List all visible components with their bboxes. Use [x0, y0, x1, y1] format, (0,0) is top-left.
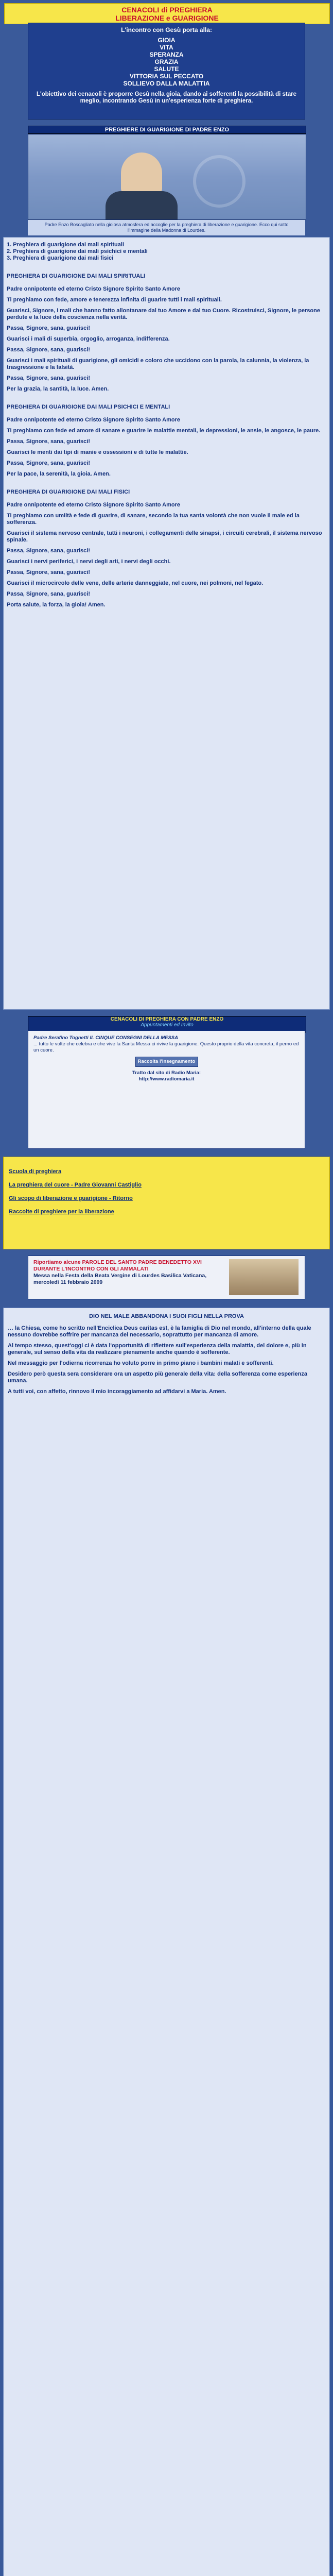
- intro-lead: L'incontro con Gesù porta alla:: [121, 26, 212, 33]
- prayer-paragraph: Padre onnipotente ed eterno Cristo Signore Spirito Santo Amore: [7, 286, 180, 292]
- prayer-paragraph: Ti preghiamo con fede ed amore di sanare e guarire le malattie mentali, le depressioni, le ansie, le angosce, le paure.: [7, 428, 321, 434]
- prayer-paragraph: Guarisci i mali spirituali di guarigione, gli omicidi e coloro che uccidono con la parola, la calunnia, la violenza, la trasgressione e la falsità.: [7, 358, 309, 370]
- prayer-paragraph: Per la grazia, la santità, la luce. Amen.: [7, 386, 109, 392]
- header-line2: LIBERAZIONE e GUARIGIONE: [115, 14, 219, 22]
- intro-word: GRAZIA: [154, 58, 179, 65]
- prayer-paragraph: Passa, Signore, sana, guarisci!: [7, 325, 91, 331]
- source-link[interactable]: http://www.radiomaria.it: [138, 1076, 195, 1082]
- intro-box: [28, 23, 305, 120]
- essay-paragraph: … la Chiesa, come ho scritto nell'Enciclica Deus caritas est, è la famiglia di Dio nel mondo, all'interno della quale nessuno dovrebbe soffrire per mancanza del necessario, soprattutto per mancanza di amore.: [8, 1325, 311, 1338]
- pope-message-subtitle: Messa nella Festa della Beata Vergine di Lourdes Basilica Vaticana, mercoledì 11 febbraio 2009: [33, 1273, 207, 1285]
- prayer-paragraph: Padre onnipotente ed eterno Cristo Signore Spirito Santo Amore: [7, 417, 180, 423]
- prayer-paragraph: Per la pace, la serenità, la gioia. Amen.: [7, 471, 111, 477]
- prayer-paragraph: Guarisci le menti dai tipi di manie e ossessioni e di tutte le malattie.: [7, 449, 188, 455]
- related-link[interactable]: Raccolte di preghiere per la liberazione: [9, 1209, 114, 1215]
- essay-section: [3, 1308, 330, 2576]
- prayer-paragraph: Passa, Signore, sana, guarisci!: [7, 438, 91, 445]
- intro-words: [33, 37, 300, 87]
- photo-caption: Padre Enzo Boscagliato nella gioiosa atmosfera ed accoglie per la preghiera di liberazione e guarigione. Ecco qui sotto l'immagine della Madonna di Lourdes.: [28, 220, 305, 235]
- prayer-paragraph: Passa, Signore, sana, guarisci!: [7, 347, 91, 353]
- prayer-paragraph: Passa, Signore, sana, guarisci!: [7, 548, 91, 554]
- pope-photo: [229, 1259, 299, 1295]
- essay-paragraph: Desidero però questa sera considerare ora un aspetto più generale della vita: della sofferenza come esperienza umana.: [8, 1371, 307, 1384]
- prayer-index-item[interactable]: 2. Preghiera di guarigione dai mali psichici e mentali: [7, 248, 148, 255]
- prayer-paragraph: Guarisci i nervi periferici, i nervi degli arti, i nervi degli occhi.: [7, 558, 171, 565]
- related-link[interactable]: Scuola di preghiera: [9, 1168, 62, 1175]
- prayer-paragraph: Passa, Signore, sana, guarisci!: [7, 591, 91, 597]
- source-label: Tratto dal sito di Radio Maria:: [132, 1070, 201, 1076]
- intro-word: VITA: [160, 44, 173, 51]
- site-header: [4, 3, 330, 24]
- intro-word: GIOIA: [157, 37, 176, 44]
- prayer-paragraph: Ti preghiamo con umiltà e fede di guarire, di sanare, secondo la tua santa volontà che non vuole il male ed la sofferenza.: [7, 513, 300, 526]
- prayer-index: [7, 242, 326, 262]
- mass-teaching-box: [28, 1030, 305, 1149]
- prayer-paragraph: Ti preghiamo con fede, amore e tenerezza infinita di guarire tutti i mali spirituali.: [7, 297, 222, 303]
- note-title: CENACOLI DI PREGHIERA CON PADRE ENZO: [110, 1016, 224, 1022]
- section3-title: PREGHIERA DI GUARIGIONE DAI MALI FISICI: [7, 489, 130, 495]
- section1-title: PREGHIERA DI GUARIGIONE DAI MALI SPIRITUALI: [7, 273, 146, 279]
- header-line1: CENACOLI di PREGHIERA: [121, 6, 213, 14]
- prayer-paragraph: Porta salute, la forza, la gioia! Amen.: [7, 602, 106, 608]
- prayer-paragraph: Padre onnipotente ed eterno Cristo Signore Spirito Santo Amore: [7, 502, 180, 508]
- essay-paragraph: Nel messaggio per l'odierna ricorrenza ho voluto porre in primo piano i bambini malati e sofferenti.: [8, 1360, 274, 1366]
- note-subtitle[interactable]: Appuntamenti ed Invito: [141, 1022, 194, 1028]
- prayer-paragraph: Passa, Signore, sana, guarisci!: [7, 569, 91, 575]
- intro-word: VITTORIA SUL PECCATO: [129, 73, 204, 80]
- essay-paragraph: Al tempo stesso, quest'oggi ci è data l'opportunità di riflettere sull'esperienza della malattia, del dolore e, più in generale, sul senso della vita da realizzare pienamente anche quando è sofferente.: [8, 1343, 307, 1355]
- related-link[interactable]: Gli scopo di liberazione e guarigione - Ritorno: [9, 1195, 133, 1201]
- prayers-section: [3, 237, 330, 1010]
- photo-person-body: [106, 191, 178, 219]
- prayer-paragraph: Guarisci il microcircolo delle vene, delle arterie danneggiate, nel cuore, nei polmoni, nel fegato.: [7, 580, 264, 586]
- prayer-index-item[interactable]: 3. Preghiera di guarigione dai mali fisici: [7, 255, 114, 261]
- padre-enzo-photo: [28, 134, 306, 220]
- section2-title: PREGHIERA DI GUARIGIONE DAI MALI PSICHICI E MENTALI: [7, 404, 170, 410]
- related-link[interactable]: La preghiera del cuore - Padre Giovanni Castiglio: [9, 1182, 142, 1188]
- photo-person-head: [121, 152, 162, 194]
- prayer-paragraph: Guarisci il sistema nervoso centrale, tutti i neuroni, i collegamenti delle sinapsi, i circuiti cerebrali, il sistema nervoso spinale.: [7, 530, 322, 543]
- intro-word: SALUTE: [154, 65, 179, 73]
- essay-title: DIO NEL MALE ABBANDONA I SUOI FIGLI NELLA PROVA: [89, 1313, 244, 1319]
- teaching-link-button[interactable]: Raccolta l'insegnamento: [135, 1057, 198, 1067]
- prayer-index-item[interactable]: 1. Preghiera di guarigione dai mali spirituali: [7, 242, 125, 248]
- prayer-paragraph: Guarisci i mali di superbia, orgoglio, arroganza, indifferenza.: [7, 336, 170, 342]
- intro-word: SPERANZA: [149, 51, 184, 58]
- pope-message-box: [28, 1256, 305, 1299]
- essay-paragraph: A tutti voi, con affetto, rinnovo il mio incoraggiamento ad affidarvi a Maria. Amen.: [8, 1388, 226, 1395]
- mass-teaching-header: Padre Serafino Tognetti IL CINQUE CONSEGNI DELLA MESSA: [33, 1035, 178, 1041]
- mass-teaching-body: ... tutto le volte che celebra e che vive la Santa Messa ci rivive la guarigione. Questo proprio della vita concreta, il perno ed un cuore.: [33, 1041, 299, 1053]
- intro-word: SOLLIEVO DALLA MALATTIA: [123, 80, 210, 87]
- prayer-paragraph: Passa, Signore, sana, guarisci!: [7, 375, 91, 381]
- photo-decoration: [193, 155, 246, 208]
- prayer-paragraph: Guarisci, Signore, i mali che hanno fatto allontanare dal tuo Amore e dal tuo Cuore. Ricostruisci, Signore, le persone perdute e la luce della coscienza nella verità.: [7, 308, 320, 320]
- prayer-box-title: PREGHIERE DI GUARIGIONE DI PADRE ENZO: [28, 126, 306, 134]
- intro-objective: L'obiettivo dei cenacoli è proporre Gesù nella gioia, dando ai sofferenti la possibilità di stare meglio, incontrando Gesù in un'esperienza forte di preghiera.: [36, 91, 296, 104]
- related-links: [3, 1157, 330, 1249]
- pope-message-title: Riportiamo alcune PAROLE DEL SANTO PADRE BENEDETTO XVI DURANTE L'INCONTRO CON GLI AMMALATI: [33, 1259, 202, 1272]
- prayer-paragraph: Passa, Signore, sana, guarisci!: [7, 460, 91, 466]
